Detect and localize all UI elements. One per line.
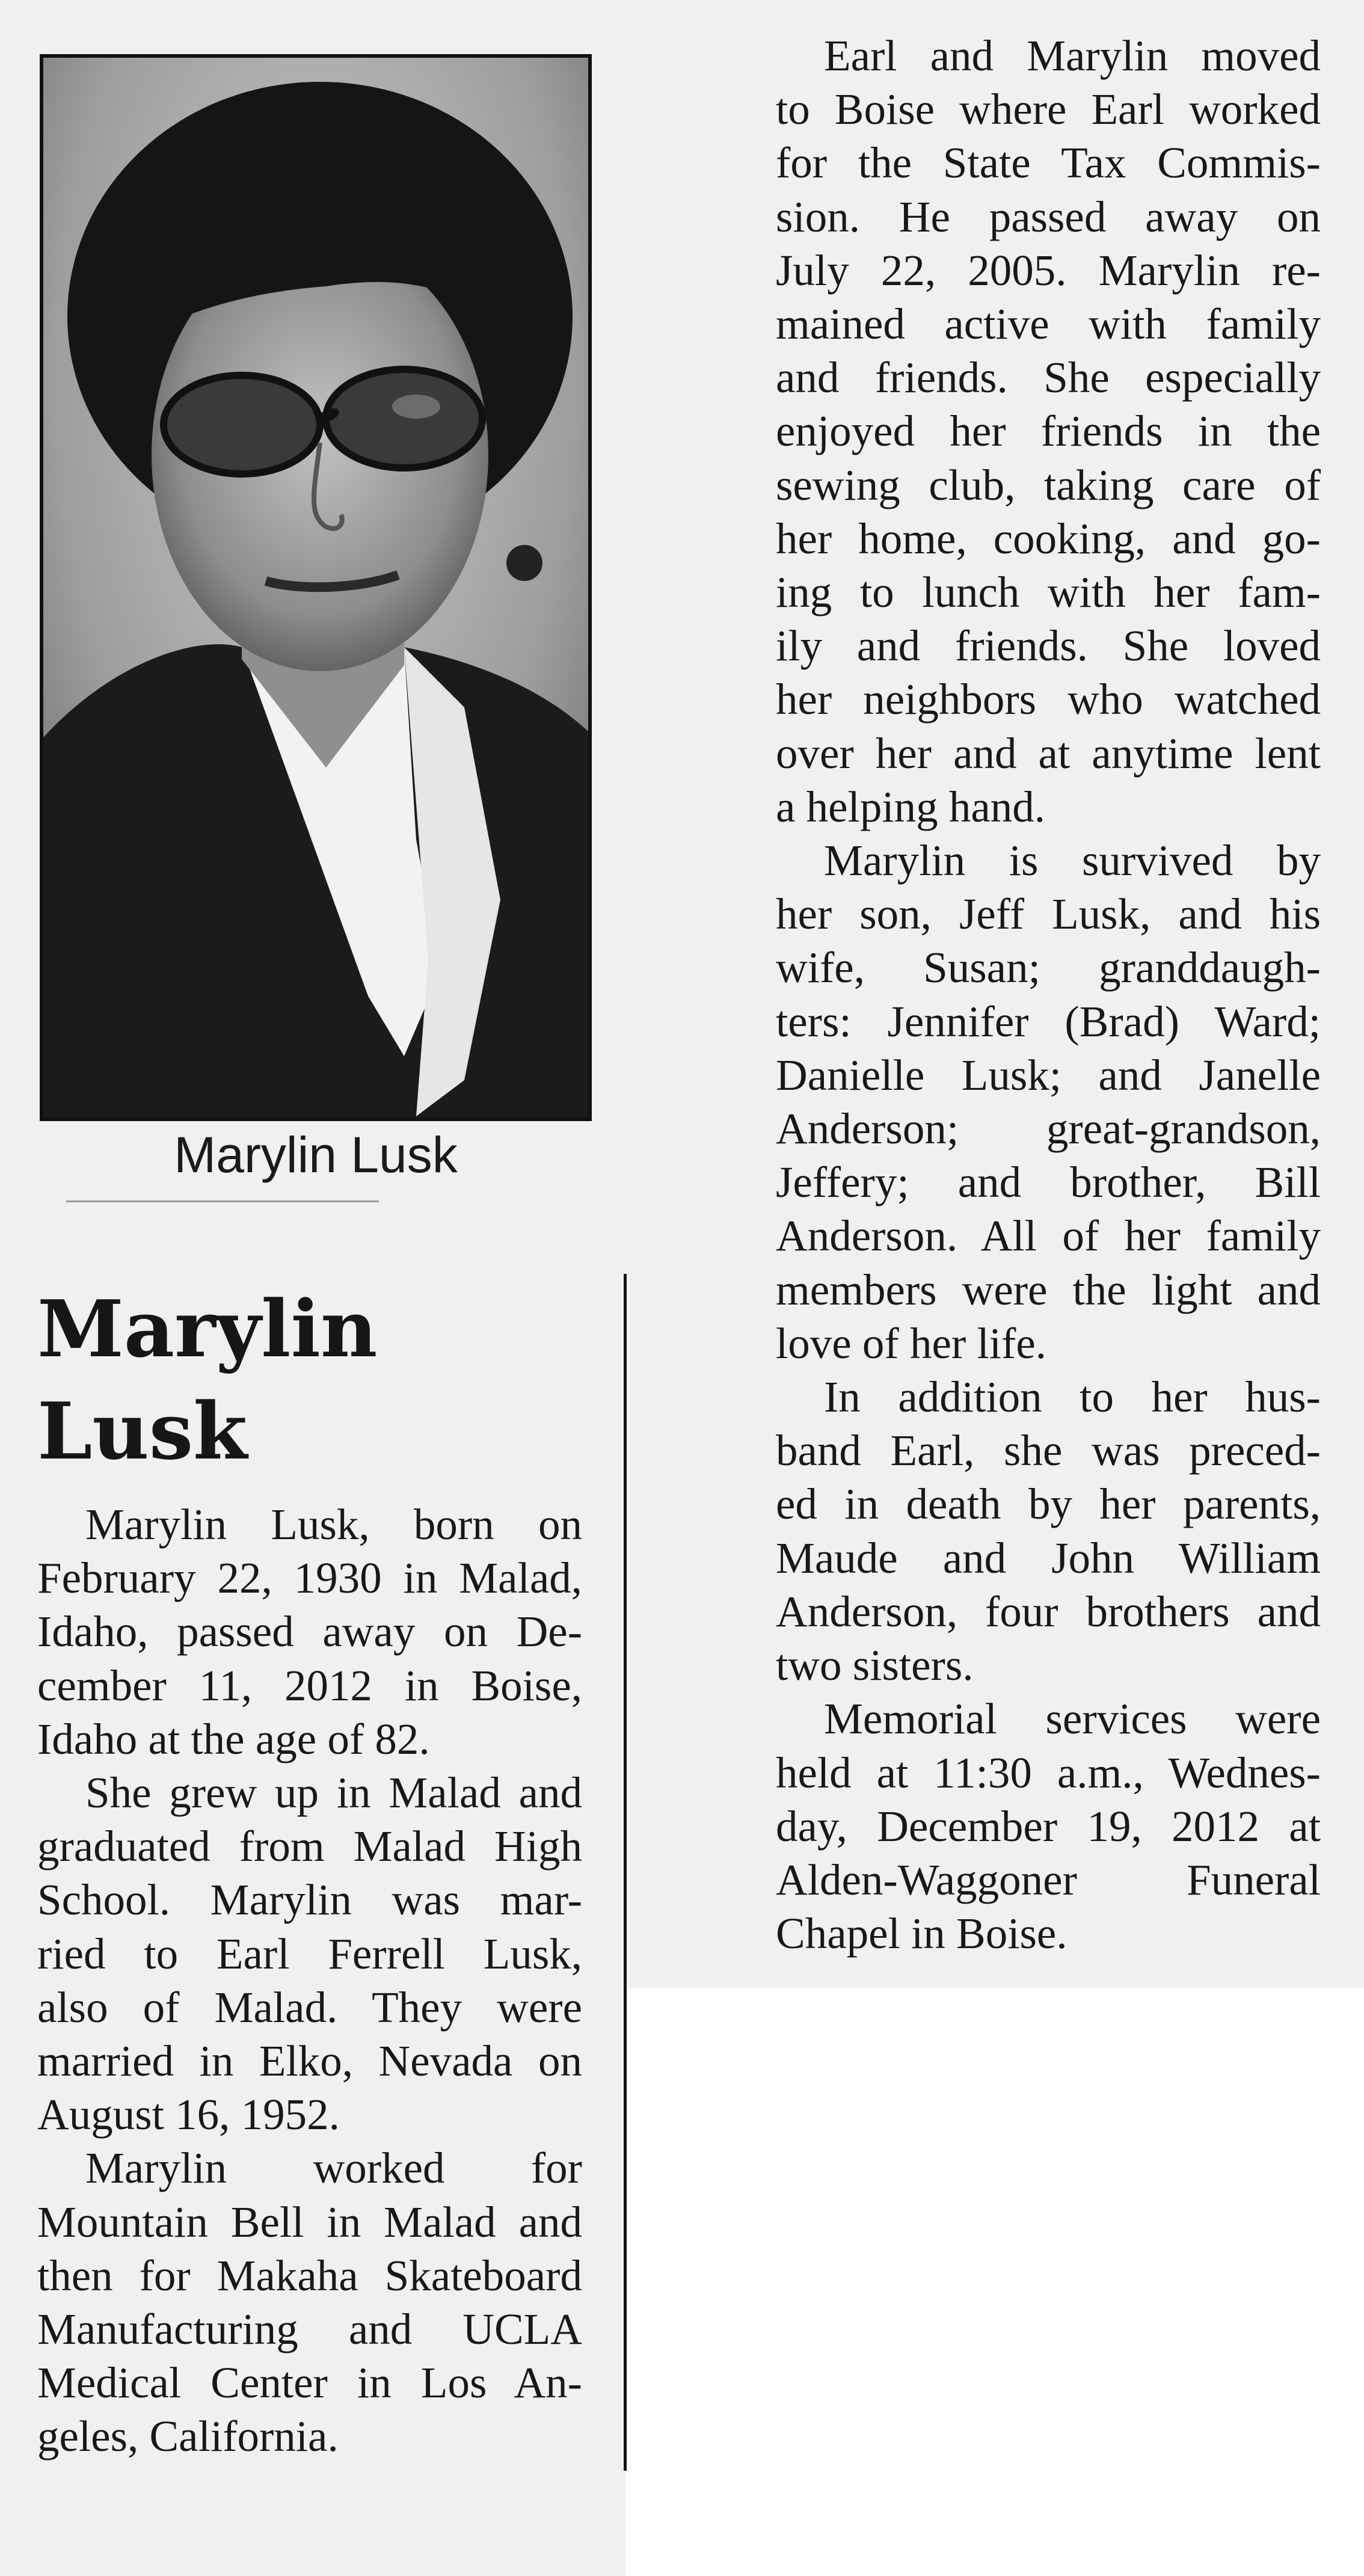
text-line: Anderson, four brothers and [776, 1587, 1321, 1636]
text-line: She grew up in Malad and [85, 1768, 582, 1818]
text-line: February 22, 1930 in Malad, [37, 1554, 582, 1603]
text-line: In addition to her hus- [824, 1373, 1321, 1422]
text-line: cember 11, 2012 in Boise, [37, 1661, 582, 1710]
text-line: Anderson; great-grandson, [776, 1104, 1321, 1154]
text-line: ried to Earl Ferrell Lusk, [37, 1929, 582, 1978]
text-line: for the State Tax Commis- [776, 138, 1321, 188]
text-line: Alden-Waggoner Funeral [776, 1855, 1321, 1904]
obituary-headline [37, 1278, 615, 1483]
text-line: love of her life. [776, 1318, 1046, 1368]
text-line: Danielle Lusk; and Janelle [776, 1050, 1321, 1099]
text-line: married in Elko, Nevada on [37, 2037, 582, 2086]
paragraph-birth-death [37, 1498, 582, 1766]
text-line: two sisters. [776, 1641, 974, 1690]
text-line: School. Marylin was mar- [37, 1875, 582, 1925]
headline-first-name: Marylin [37, 1283, 378, 1375]
paragraph-early-life [37, 1766, 582, 2141]
text-line: wife, Susan; granddaugh- [776, 943, 1321, 992]
text-line: Idaho at the age of 82. [37, 1714, 430, 1763]
headline-last-name: Lusk [37, 1385, 248, 1477]
text-line: Mountain Bell in Malad and [37, 2197, 582, 2246]
text-line: Manufacturing and UCLA [37, 2305, 582, 2354]
text-line: Jeffery; and brother, Bill [776, 1158, 1321, 1207]
text-line: ed in death by her parents, [776, 1480, 1321, 1529]
text-line: her son, Jeff Lusk, and his [776, 890, 1321, 939]
column-divider [624, 1274, 627, 2471]
text-line: Memorial services were [824, 1694, 1321, 1744]
photo-caption: Marylin Lusk [174, 1127, 458, 1183]
text-line: graduated from Malad High [37, 1822, 582, 1871]
text-line: Marylin worked for [85, 2144, 582, 2193]
text-line: her home, cooking, and go- [776, 514, 1321, 563]
paragraph-survivors [776, 834, 1321, 1370]
text-line: Maude and John William [776, 1533, 1321, 1582]
text-line: sion. He passed away on [776, 192, 1321, 241]
text-line: day, December 19, 2012 at [776, 1801, 1321, 1851]
left-column-text [37, 1498, 582, 2464]
text-line: Chapel in Boise. [776, 1909, 1068, 1958]
text-line: and friends. She especially [776, 353, 1321, 402]
text-line: geles, California. [37, 2412, 339, 2461]
text-line: then for Makaha Skateboard [37, 2251, 582, 2300]
text-line: ing to lunch with her fam- [776, 568, 1321, 617]
portrait-photo [40, 54, 592, 1121]
text-line: Idaho, passed away on De- [37, 1607, 582, 1656]
text-line: held at 11:30 a.m., Wednes- [776, 1748, 1321, 1797]
text-line: Medical Center in Los An- [37, 2358, 582, 2408]
text-line: Marylin is survived by [824, 836, 1321, 885]
text-line: a helping hand. [776, 782, 1046, 831]
text-line: Anderson. All of her family [776, 1211, 1321, 1261]
paragraph-preceded-in-death [776, 1370, 1321, 1692]
text-line: enjoyed her friends in the [776, 407, 1321, 456]
paragraph-memorial-services [776, 1692, 1321, 1960]
text-line: Marylin Lusk, born on [85, 1500, 582, 1549]
caption-divider [66, 1200, 379, 1202]
text-line: to Boise where Earl worked [776, 85, 1321, 134]
text-line: Earl and Marylin moved [824, 31, 1321, 80]
paragraph-boise [776, 29, 1321, 834]
text-line: ters: Jennifer (Brad) Ward; [776, 997, 1321, 1046]
text-line: July 22, 2005. Marylin re- [776, 245, 1321, 295]
text-line: over her and at anytime lent [776, 728, 1321, 778]
text-line: band Earl, she was preced- [776, 1426, 1321, 1475]
text-line: mained active with family [776, 300, 1321, 349]
text-line: also of Malad. They were [37, 1982, 582, 2032]
paragraph-career [37, 2141, 582, 2463]
right-column-text [776, 29, 1321, 1960]
text-line: her neighbors who watched [776, 675, 1321, 724]
portrait-image [43, 58, 588, 1117]
text-line: August 16, 1952. [37, 2090, 340, 2139]
text-line: ily and friends. She loved [776, 621, 1321, 671]
text-line: sewing club, taking care of [776, 460, 1321, 509]
text-line: members were the light and [776, 1265, 1321, 1314]
